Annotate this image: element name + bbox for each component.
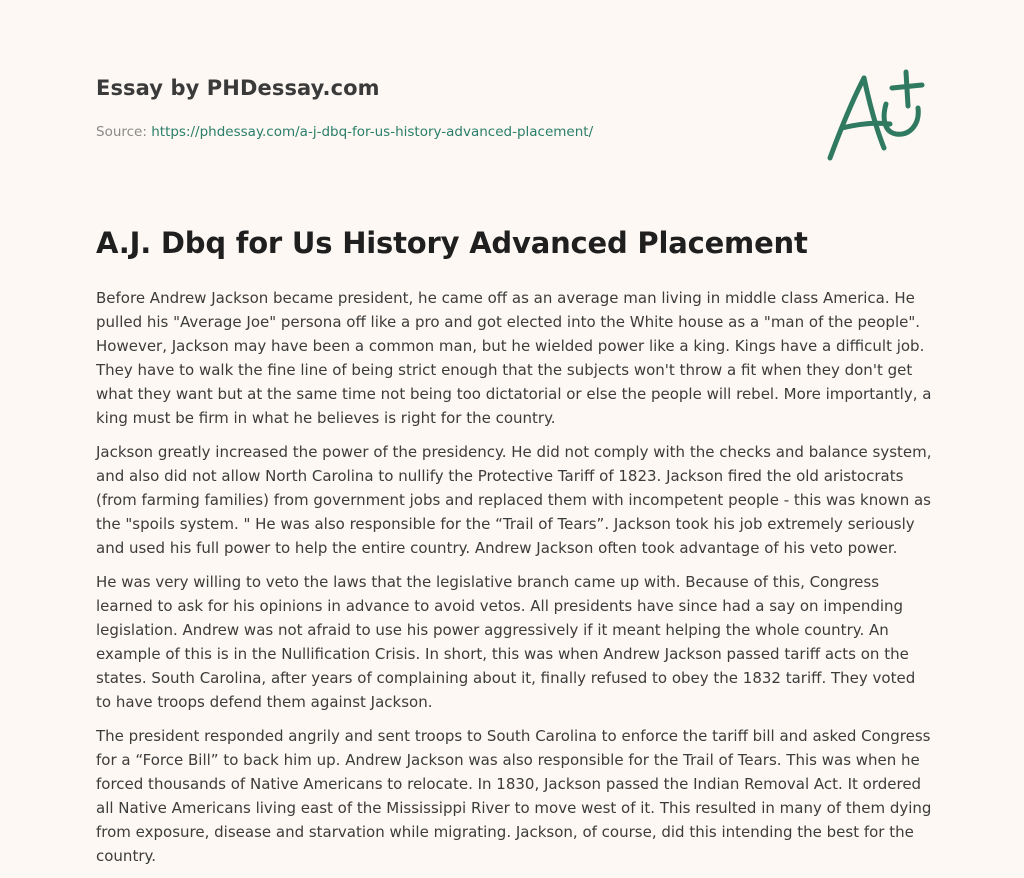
page-header [96,76,796,140]
essay-paragraph: Before Andrew Jackson became president, he came off as an average man living in middle class America. He pulled his "Average Joe" persona off like a pro and got elected into the White house as a "man of the people". However, Jackson may have been a common man, but he wielded power like a king. Kings have a difficult job. They have to walk the fine line of being strict enough that the subjects won't throw a fit when they don't get what they want but at the same time not being too dictatorial or else the people will rebel. More importantly, a king must be firm in what he believes is right for the country. [96,289,932,427]
essay-title: A.J. Dbq for Us History Advanced Placement [96,226,808,260]
source-link[interactable]: https://phdessay.com/a-j-dbq-for-us-history-advanced-placement/ [151,124,594,140]
source-line [96,124,796,140]
a-plus-grade-logo-icon [820,66,930,166]
essay-paragraph: The president responded angrily and sent troops to South Carolina to enforce the tariff bill and asked Congress for a “Force Bill” to back him up. Andrew Jackson was also responsible for the Trail of Tears. This was when he forced thousands of Native Americans to relocate. In 1830, Jackson passed the Indian Removal Act. It ordered all Native Americans living east of the Mississippi River to move west of it. This resulted in many of them dying from exposure, disease and starvation while migrating. Jackson, of course, did this intending the best for the country. [96,727,932,865]
essay-paragraph: Jackson greatly increased the power of the presidency. He did not comply with the checks and balance system, and also did not allow North Carolina to nullify the Protective Tariff of 1823. Jackson fired the old aristocrats (from farming families) from government jobs and replaced them with incompetent people - this was known as the "spoils system. " He was also responsible for the “Trail of Tears”. Jackson took his job extremely seriously and used his full power to help the entire country. Andrew Jackson often took advantage of his veto power. [96,443,932,557]
site-brand: Essay by PHDessay.com [96,76,380,100]
essay-paragraph: He was very willing to veto the laws that the legislative branch came up with. Because of this, Congress learned to ask for his opinions in advance to avoid vetos. All presidents have since had a say on impending legislation. Andrew was not afraid to use his power aggressively if it meant helping the whole country. An example of this is in the Nullification Crisis. In short, this was when Andrew Jackson passed tariff acts on the states. South Carolina, after years of complaining about it, finally refused to obey the 1832 tariff. They voted to have troops defend them against Jackson. [96,573,916,711]
essay-body [96,286,932,878]
source-label: Source: [96,124,147,140]
